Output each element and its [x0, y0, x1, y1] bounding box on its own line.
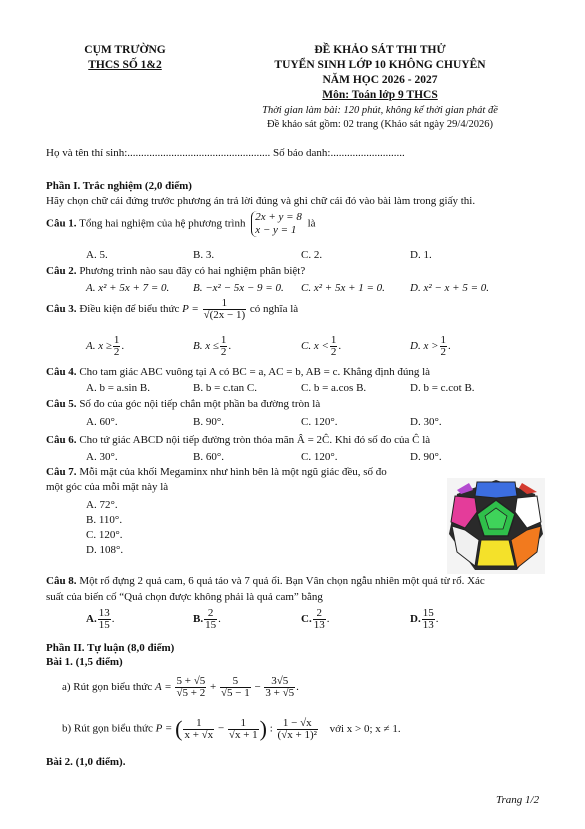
q8-option-c	[301, 608, 329, 631]
question-tail: là	[307, 217, 316, 230]
part1-title: Phần I. Trắc nghiệm (2,0 điểm)	[46, 180, 192, 192]
page-number: Trang 1/2	[496, 794, 540, 806]
fraction-numerator: 5	[220, 676, 251, 688]
bai1a	[62, 676, 299, 699]
fraction-denominator: x + √x	[184, 728, 214, 741]
question-3	[46, 298, 298, 321]
question-label: Câu 3.	[46, 303, 77, 316]
fraction-denominator: 2	[113, 346, 120, 358]
fraction-numerator: 1	[183, 718, 214, 730]
q4-option-a: A. b = a.sin B.	[86, 382, 150, 394]
question-text: Cho tam giác ABC vuông tại A có BC = a, AC = b, AB = c. Khẳng định đúng là	[79, 366, 431, 378]
student-name-line: Họ và tên thí sinh:.................................................... Số báo danh:...........................	[46, 147, 405, 159]
dot: .	[326, 613, 330, 626]
fraction-numerator: 15	[422, 607, 434, 619]
fraction-denominator: 3 + √5	[265, 687, 295, 699]
question-label: Câu 4.	[46, 366, 77, 378]
fraction-numerator: 1	[220, 334, 227, 346]
equation-system	[251, 211, 302, 237]
plus-sign: +	[209, 681, 217, 694]
fraction-denominator: √x + 1	[228, 728, 258, 741]
expression-lhs: A =	[155, 681, 172, 694]
q8-option-d	[410, 608, 438, 631]
question-label: Câu 7.	[46, 466, 77, 478]
option-prefix: A. x ≥	[86, 340, 112, 353]
fraction-denominator: 15	[205, 619, 217, 631]
question-2	[46, 265, 305, 277]
bai2-title: Bài 2. (1,0 điểm).	[46, 756, 126, 768]
fraction-numerator: 2	[313, 608, 326, 620]
question-text: Mỗi mặt của khối Megaminx như hình bên là một ngũ giác đều, số đo	[79, 466, 387, 478]
q2-option-a: A. x² + 5x + 7 = 0.	[86, 282, 170, 294]
dot: .	[121, 340, 125, 353]
q7-option-c: C. 120°.	[86, 529, 123, 541]
question-7	[46, 466, 387, 478]
q5-option-c: C. 120°.	[301, 416, 338, 428]
q4-option-d: D. b = c.cot B.	[410, 382, 475, 394]
question-label: Câu 8.	[46, 575, 77, 587]
q7-option-a: A. 72°.	[86, 499, 118, 511]
option-prefix: C. x <	[301, 340, 329, 353]
dot: .	[218, 613, 221, 626]
question-text: Một rổ đựng 2 quả cam, 6 quả táo và 7 quả ổi. Bạn Vân chọn ngẫu nhiên một quả từ rổ. Xác	[79, 575, 485, 587]
q7-option-d: D. 108°.	[86, 544, 124, 556]
fraction-numerator: 5 + √5	[176, 675, 206, 687]
dot: .	[111, 613, 115, 626]
dot: .	[435, 613, 439, 626]
fraction-denominator: √5 + 2	[176, 687, 206, 699]
megaminx-image	[447, 478, 545, 574]
question-8	[46, 575, 485, 587]
fraction-denominator: 15	[98, 619, 110, 631]
exam-title: ĐỀ KHẢO SÁT THI THỬ	[314, 44, 446, 56]
q5-option-a: A. 60°.	[86, 416, 118, 428]
fraction-denominator: 13	[422, 619, 434, 631]
bai1b	[62, 716, 401, 742]
fraction-denominator: (√x + 1)²	[277, 728, 317, 741]
school-year: NĂM HỌC 2026 - 2027	[322, 74, 438, 86]
fraction-denominator: 2	[330, 346, 337, 358]
minus-sign: −	[254, 681, 261, 694]
question-6	[46, 434, 430, 446]
option-prefix: A.	[86, 613, 97, 626]
q3-option-b	[193, 335, 231, 358]
question-7-line2: một góc của mỗi mặt này là	[46, 481, 169, 493]
question-text: Phương trình nào sau đây có hai nghiệm phân biệt?	[79, 265, 306, 277]
q4-option-c: C. b = a.cos B.	[301, 382, 367, 394]
fraction-denominator: √(2x − 1)	[203, 309, 246, 321]
question-label: Câu 1.	[46, 217, 77, 230]
school-cluster: CỤM TRƯỜNG	[84, 44, 166, 56]
question-text: Số đo của góc nội tiếp chắn một phần ba đường tròn là	[79, 398, 321, 410]
fraction-numerator: 1 − √x	[277, 718, 318, 730]
fraction-numerator: 1	[440, 334, 446, 346]
expression-fraction	[203, 298, 247, 321]
question-text: Điều kiện để biểu thức	[79, 303, 180, 316]
question-label: Câu 2.	[46, 265, 77, 277]
question-text: Tổng hai nghiệm của hệ phương trình	[79, 217, 246, 230]
exam-subtitle: TUYỂN SINH LỚP 10 KHÔNG CHUYÊN	[274, 59, 486, 71]
exam-info: Đề khảo sát gồm: 02 trang (Khảo sát ngày 29/4/2026)	[267, 119, 493, 130]
q6-option-d: D. 90°.	[410, 451, 442, 463]
equation-1: 2x + y = 8	[255, 211, 302, 223]
q8-option-b	[193, 608, 221, 631]
minus-sign: −	[217, 722, 225, 735]
q1-option-c: C. 2.	[301, 249, 323, 261]
q8-option-a	[86, 608, 114, 631]
q1-option-a: A. 5.	[86, 249, 108, 261]
dot: .	[338, 340, 342, 353]
fraction-numerator: 1	[113, 334, 120, 346]
bai1a-text: a) Rút gọn biểu thức	[62, 681, 153, 694]
fraction-numerator: 1	[203, 298, 247, 310]
question-label: Câu 5.	[46, 398, 77, 410]
condition: với x > 0; x ≠ 1.	[329, 722, 401, 735]
question-tail: có nghĩa là	[249, 303, 299, 316]
expression-lhs: P =	[182, 303, 199, 316]
colon-sign: :	[269, 722, 273, 735]
dot: .	[448, 340, 451, 353]
q7-option-b: B. 110°.	[86, 514, 123, 526]
fraction-denominator: 2	[440, 346, 446, 358]
q6-option-b: B. 60°.	[193, 451, 224, 463]
school-name: THCS SỐ 1&2	[88, 59, 162, 71]
option-prefix: B.	[193, 613, 204, 626]
question-1	[46, 211, 316, 237]
question-8-line2: suất của biến cố “Quả chọn được không phải là quả cam” bằng	[46, 591, 323, 603]
q4-option-b: B. b = c.tan C.	[193, 382, 257, 394]
option-prefix: D.	[410, 613, 421, 626]
fraction-numerator: 2	[204, 608, 217, 620]
subject: Môn: Toán lớp 9 THCS	[322, 89, 438, 101]
option-prefix: B. x ≤	[193, 340, 219, 353]
part2-title: Phần II. Tự luận (8,0 điểm)	[46, 642, 175, 654]
question-4	[46, 366, 430, 378]
q5-option-d: D. 30°.	[410, 416, 442, 428]
option-prefix: D. x >	[410, 340, 439, 353]
question-label: Câu 6.	[46, 434, 77, 446]
dot: .	[296, 681, 299, 694]
q2-option-d: D. x² − x + 5 = 0.	[410, 282, 490, 294]
option-prefix: C.	[301, 613, 312, 626]
q1-option-b: B. 3.	[193, 249, 215, 261]
fraction-numerator: 3√5	[264, 676, 295, 688]
question-5	[46, 398, 320, 410]
q3-option-d	[410, 335, 451, 358]
question-text: Cho tứ giác ABCD nội tiếp đường tròn thỏa mãn Â = 2Ĉ. Khi đó số đo của Ĉ là	[79, 434, 431, 446]
fraction-denominator: 2	[220, 346, 227, 358]
q2-option-b: B. −x² − 5x − 9 = 0.	[193, 282, 284, 294]
right-paren: )	[259, 716, 267, 741]
part1-instruction: Hãy chọn chữ cái đứng trước phương án trả lời đúng và ghi chữ cái đó vào bài làm trong giấy thi.	[46, 195, 476, 207]
dot: .	[228, 340, 232, 353]
q2-option-c: C. x² + 5x + 1 = 0.	[301, 282, 385, 294]
left-paren: (	[175, 716, 183, 741]
bai1-title: Bài 1. (1,5 điểm)	[46, 656, 123, 668]
fraction-numerator: 1	[330, 334, 337, 346]
q6-option-c: C. 120°.	[301, 451, 338, 463]
q6-option-a: A. 30°.	[86, 451, 118, 463]
fraction-numerator: 13	[98, 607, 110, 619]
expression-lhs: P =	[155, 722, 173, 735]
q1-option-d: D. 1.	[410, 249, 432, 261]
bai1b-text: b) Rút gọn biểu thức	[62, 722, 153, 735]
time-limit: Thời gian làm bài: 120 phút, không kể thời gian phát đề	[262, 105, 498, 116]
fraction-denominator: 13	[313, 619, 325, 631]
fraction-numerator: 1	[228, 718, 259, 730]
q3-option-a	[86, 335, 124, 358]
q5-option-b: B. 90°.	[193, 416, 224, 428]
q3-option-c	[301, 335, 341, 358]
fraction-denominator: √5 − 1	[220, 687, 250, 699]
equation-2: x − y = 1	[255, 224, 297, 236]
